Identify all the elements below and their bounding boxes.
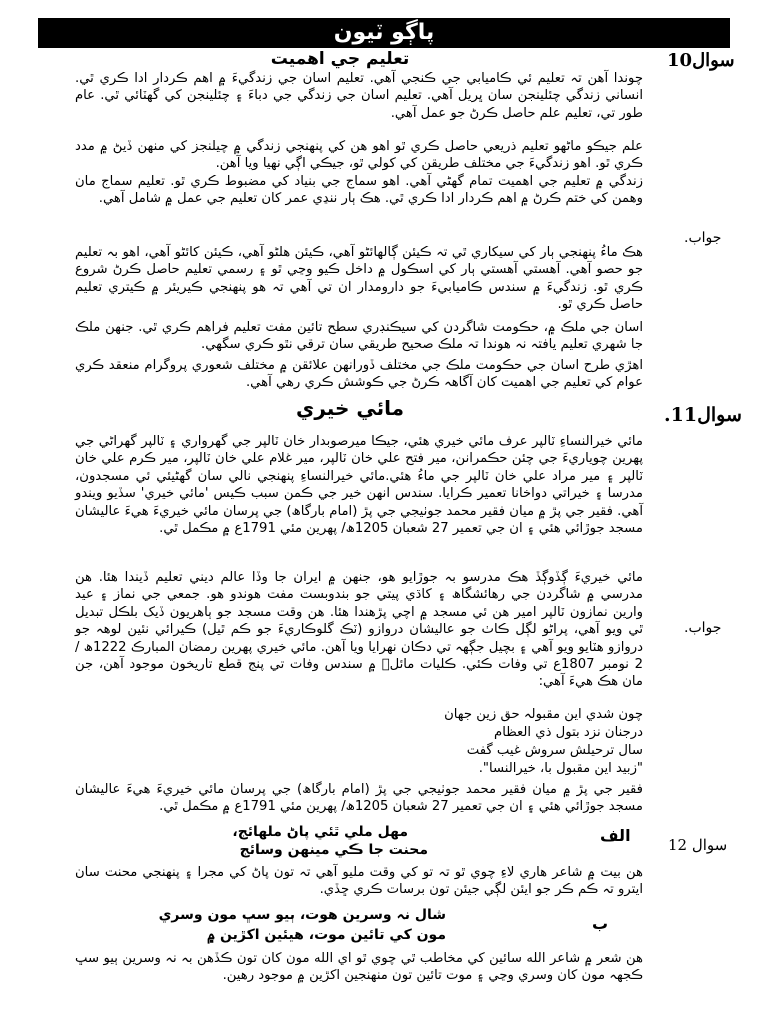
q10-paragraph-6: اهڙي طرح اسان جي حڪومت ملڪ جي مختلف ڏورانهن علائقن ۾ مختلف شعوري پروگرام منعقد ڪري عوام کي تعليم جي اهميت کان آگاهہ ڪرڻ جي ڪوشش ڪري رهي آهي.	[75, 358, 643, 391]
q12-label: سوال 12	[668, 836, 728, 854]
q10-paragraph-1: چوندا آهن تہ تعليم ئي ڪاميابي جي ڪنجي آهي. تعليم اسان جي زندگيءَ ۾ اهم ڪردار ادا ڪري ٿي. انساني زندگي چئلينجن سان ڀريل آهي. تعليم اسان جي زندگي جي دباءَ ۽ چئلينجن کي گھٽائي ٿي. عام طور تي، تعليم علم حاصل ڪرڻ جو عمل آهي.	[75, 71, 643, 121]
q12-part-b-letter: ب	[592, 914, 609, 933]
q11-paragraph-2: مائي خيريءَ ڳڏوڳڏ هڪ مدرسو بہ جوڙايو هو، جنهن ۾ ايران جا وڏا عالم ديني تعليم ڏيندا هئا. هن مدرسي ۾ شاگردن جي رهائشگاھ ۽ کاڌي پيتي جو بندوبست مفت هوندو هو. جمعي جي نماز ۽ عيد وارين نمازون ٽالپر امير هن ئي مسجد ۾ اچي پڙهندا هئا. هن وقت مسجد جو ٻاهريون ڏيک بلڪل تبديل ٿي ويو آهي، پراڻو لڳل ڪاٺ جو عاليشان دروازو (ٽڪ گلوڪاريءَ جو ڪم ٿيل) ڪيرائي نئين لوهہ جو دروازو هٽايو ويو آهي ۽ بچيل جڳهہ تي دڪان نهرايا ويا آهن. مائي خيري پهرين رمضان المبارڪ 1222ھ / 2 نومبر 1807ع تي وفات ڪئي. ڪليات مائلؔ ۾ سندس وفات تي پنج قطع تاريخون موجود آهن، جن مان هڪ هيءَ آهي:	[75, 570, 644, 690]
q12-part-b-verse-2: مون کي تائين موت، هيئين اکڙين ۾	[206, 927, 446, 943]
q10-paragraph-5: اسان جي ملڪ ۾، حڪومت شاگردن کي سيڪنڊري سطح تائين مفت تعليم فراهم ڪري ٿي. جنهن ملڪ جا شهري تعليم يافتہ نہ هوندا تہ ملڪ صحيح طريقي سان ترقي نٿو ڪري سگهي.	[75, 320, 643, 353]
q10-paragraph-4: هڪ ماءُ پنهنجي ٻار کي سيکاري ٿي تہ ڪيئن ڳالهائڻو آهي، ڪيئن هلڻو آهي، ڪيئن کائڻو آهي، اهو بہ تعليم جو حصو آهي. آهستي آهستي ٻار کي اسڪول ۾ داخل ڪيو وڃي ٿو ۽ رسمي تعليم حاصل ڪرڻ شروع ڪري ٿو. زندگيءَ ۾ سندس ڪاميابيءَ جو دارومدار ان تي آهي تہ هو پنهنجي ڪيريئر ۾ ڪيتري تعليم حاصل ڪري ٿو.	[75, 245, 643, 313]
q12-part-a-verse-1: مهل ملي ٿئي پاڻ ملهائج،	[232, 824, 408, 840]
q11-verse-4: "زبيد اين مقبول با، خيرالنسا".	[478, 761, 643, 776]
q11-verse-3: سال ترحيلش سروش غيب گفت	[466, 743, 643, 758]
q11-closing: فقير جي پڙ ۾ ميان فقير محمد جوٺيجي جي پڙ (امام بارگاھ) جي پرسان مائي خيريءَ هيءَ عاليشان مسجد جوڙائي هئي ۽ ان جي تعمير 27 شعبان 1205ھ/ پهرين مئي 1791ع ۾ مڪمل ٿي.	[75, 782, 643, 815]
q11-verse-2: درجنان نزد بتول ذي العظام	[494, 725, 643, 740]
q11-paragraph-1: مائي خيرالنساءِ ٽالپر عرف مائي خيري هئي، جيڪا ميرصوبدار خان ٽالپر جي گهرواري ۽ ٽالپر گهراڻي جي پهرين چوياريءَ جي چئن حڪمرانن، مير فتح علي خان ٽالپر، مير غلام علي خان ٽالپر، مير ڪرم علي خان ٽالپر ۽ مير مراد علي خان ٽالپر جي ماءُ هئي.مائي خيرالنساءِ پنهنجي نالي سان گهڻيئي ئي مسجدون، مدرسا ۽ خيراتي دواخانا تعمير ڪرايا. سندس انهن خير جي ڪمن سبب ڪيس 'مائي خيري' سڏيو ويندو آهي. فقير جي پڙ ۾ ميان فقير محمد جوٺيجي جي پڙ (امام بارگاھ) جي پرسان مائي خيريءَ هيءَ عاليشان مسجد جوڙائي هئي ۽ ان جي تعمير 27 شعبان 1205ھ/ پهرين مئي 1791ع ۾ مڪمل ٿي.	[75, 434, 643, 537]
q12-part-a-letter: الف	[600, 826, 631, 845]
q10-label: سوال10	[667, 50, 735, 71]
q10-paragraph-2: علم جيڪو ماڻهو تعليم ذريعي حاصل ڪري ٿو اهو هن کي پنهنجي زندگي ۾ چيلنجز کي منهن ڏيڻ ۾ مدد ڪري ٿو. اهو زندگيءَ جي مختلف طريقن کي کولي ٿو، جيڪي اڳي نهيا ويا آهن.	[75, 139, 643, 172]
q10-answer-label: جواب.	[684, 230, 722, 246]
q11-verse-1: چون شدي اين مقبولہ حق زين جهان	[444, 707, 643, 722]
page-header: پاڳو ٽيون	[38, 18, 730, 48]
q12-part-a-verse-2: محنت جا ڪي مينهن وسائج	[239, 842, 428, 858]
q11-answer-label: جواب.	[684, 620, 722, 636]
q12-part-b-verse-1: شال نہ وسرين هوت، ٻيو سڀ مون وسري	[158, 907, 446, 923]
q12-part-a-explanation: هن بيت ۾ شاعر هاري لاءِ چوي ٿو تہ تو کي وقت مليو آهي تہ تون پاڻ کي مجرا ۽ پنهنجي محنت سان ايترو تہ ڪم ڪر جو ايئن لڳي جيئن تون برسات ڪري ڇڏي.	[75, 865, 643, 898]
q12-part-b-explanation: هن شعر ۾ شاعر الله سائين کي مخاطب ٿي چوي ٿو اي الله مون کان تون ڪڏهن بہ نہ وسرين ٻيو سڀ ڪجھہ مون کان وسري وڃي ۽ موت تائين تون منهنجين اکڙين ۾ موجود رهين.	[75, 951, 643, 984]
q10-title: تعليم جي اهميت	[270, 49, 410, 69]
q11-title: مائي خيري	[296, 396, 404, 420]
q10-paragraph-3: زندگي ۾ تعليم جي اهميت تمام گھڻي آهي. اهو سماج جي بنياد کي مضبوط ڪري ٿو. تعليم سماج مان وهمن کي ختم ڪرڻ ۾ اهم ڪردار ادا ڪري ٿي. هڪ ٻار ننڍي عمر کان تعليم جي عمل ۾ شامل آهي.	[75, 174, 643, 207]
q11-label: سوال11.	[664, 404, 742, 426]
